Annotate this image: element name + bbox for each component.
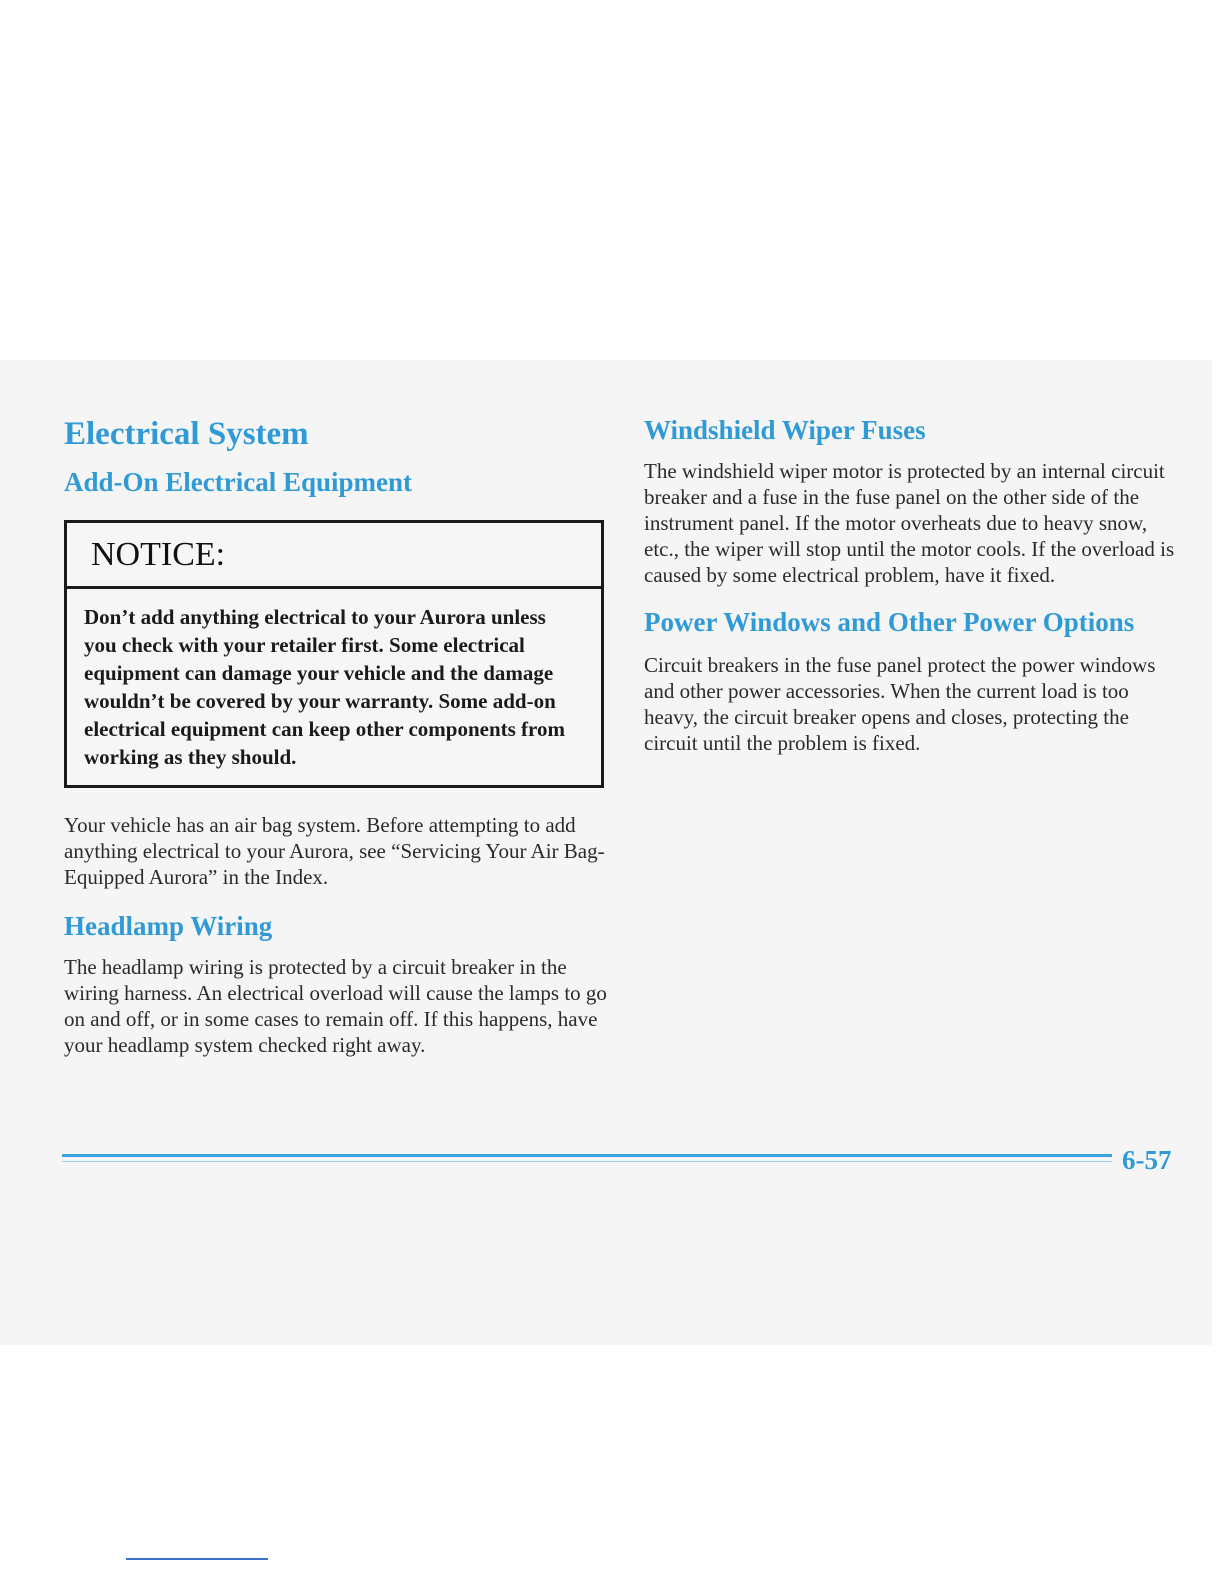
footer-rule-secondary [62,1161,1112,1162]
notice-box [64,520,604,788]
right-column [644,412,1179,756]
notice-text: Don’t add anything electrical to your Aurora unless you check with your retailer first. Some electrical equipment can damage your vehicle and the damage wouldn’t be covered by your warranty. Some add-on electrical equipment can keep other components from working as they should. [84,605,565,769]
power-windows-heading: Power Windows and Other Power Options [644,607,1135,637]
wiper-paragraph: The windshield wiper motor is protected by an internal circuit breaker and a fuse in the fuse panel on the other side of the instrument panel. If the motor overheats due to heavy snow, etc., the wiper will stop until the motor cools. If the overload is caused by some electrical problem, have it fixed. [644,459,1175,587]
left-column [64,412,609,1058]
wiper-fuses-heading: Windshield Wiper Fuses [644,415,926,445]
power-windows-paragraph: Circuit breakers in the fuse panel protect the power windows and other power accessories. When the current load is too heavy, the circuit breaker opens and closes, protecting the circuit until the problem is fixed. [644,653,1156,755]
headlamp-paragraph: The headlamp wiring is protected by a circuit breaker in the wiring harness. An electrical overload will cause the lamps to go on and off, or in some cases to remain off. If this happens, have your headlamp system checked right away. [64,955,607,1057]
bottom-underline-mark [126,1558,268,1560]
page-number: 6-57 [1122,1145,1172,1175]
airbag-paragraph: Your vehicle has an air bag system. Before attempting to add anything electrical to your Aurora, see “Servicing Your Air Bag-Equipped Aurora” in the Index. [64,813,605,889]
notice-heading: NOTICE: [67,523,601,589]
addon-equipment-heading: Add-On Electrical Equipment [64,467,413,497]
headlamp-wiring-heading: Headlamp Wiring [64,911,273,941]
footer-rule [62,1154,1112,1157]
section-title: Electrical System [64,416,309,452]
